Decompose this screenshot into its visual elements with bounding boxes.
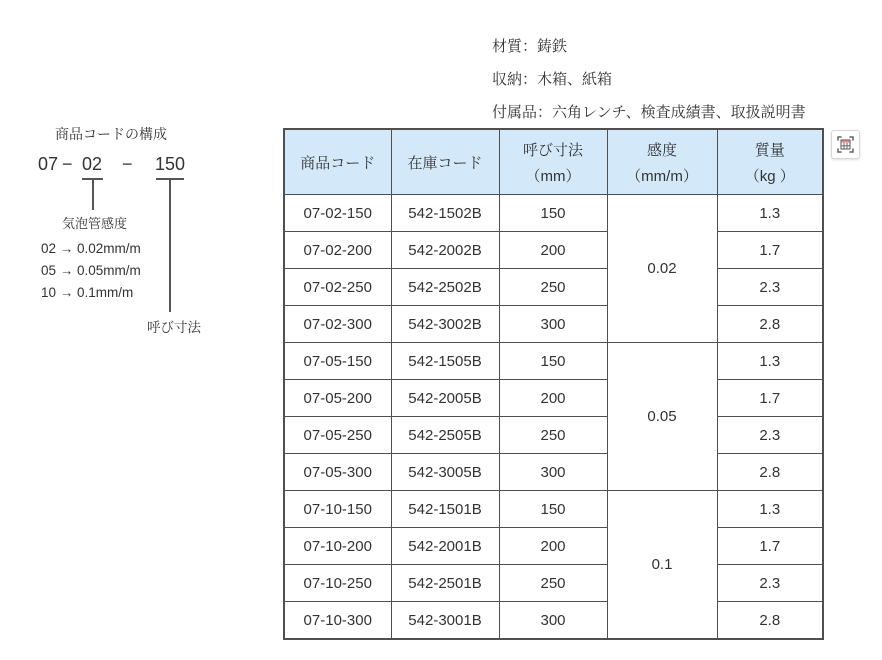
table-row bbox=[284, 602, 823, 640]
table-row bbox=[284, 380, 823, 417]
code-diagram-connector-line bbox=[169, 178, 171, 312]
mass-cell: 1.3 bbox=[717, 343, 823, 380]
product-code-cell: 07-05-250 bbox=[284, 417, 391, 454]
table-row bbox=[284, 491, 823, 528]
sensitivity-label: 気泡管感度 bbox=[62, 216, 128, 231]
stock-code-cell: 542-1502B bbox=[391, 195, 499, 232]
mass-cell: 1.3 bbox=[717, 195, 823, 232]
info-line: 収納：木箱、紙箱 bbox=[492, 71, 613, 88]
nominal-size-cell: 150 bbox=[499, 343, 607, 380]
stock-code-cell: 542-1501B bbox=[391, 491, 499, 528]
spec-table-body bbox=[284, 195, 823, 640]
stock-code-cell: 542-2501B bbox=[391, 565, 499, 602]
mass-cell: 1.7 bbox=[717, 232, 823, 269]
stock-code-cell: 542-2001B bbox=[391, 528, 499, 565]
mass-cell: 1.7 bbox=[717, 528, 823, 565]
sensitivity-cell: 0.05 bbox=[607, 343, 717, 491]
nominal-size-cell: 150 bbox=[499, 195, 607, 232]
column-header bbox=[499, 129, 607, 195]
stock-code-cell: 542-3005B bbox=[391, 454, 499, 491]
code-diagram-connector-line bbox=[92, 178, 94, 210]
code-part: 150 bbox=[155, 154, 186, 174]
product-code-cell: 07-10-150 bbox=[284, 491, 391, 528]
table-row bbox=[284, 306, 823, 343]
table-row bbox=[284, 454, 823, 491]
mass-cell: 2.8 bbox=[717, 454, 823, 491]
nominal-size-cell: 150 bbox=[499, 491, 607, 528]
sensitivity-mapping-line: 02 → 0.02mm/m bbox=[41, 241, 141, 256]
spec-table bbox=[283, 128, 824, 640]
nominal-size-cell: 200 bbox=[499, 528, 607, 565]
code-diagram-title: 商品コードの構成 bbox=[55, 126, 167, 142]
sensitivity-mappings bbox=[41, 238, 141, 304]
stock-code-cell: 542-1505B bbox=[391, 343, 499, 380]
product-code-cell: 07-02-300 bbox=[284, 306, 391, 343]
table-row bbox=[284, 565, 823, 602]
column-header bbox=[391, 129, 499, 195]
expand-table-button[interactable] bbox=[831, 130, 860, 159]
product-code-cell: 07-05-300 bbox=[284, 454, 391, 491]
product-code-cell: 07-02-150 bbox=[284, 195, 391, 232]
nominal-size-cell: 300 bbox=[499, 306, 607, 343]
mass-cell: 2.3 bbox=[717, 565, 823, 602]
column-header-title: 感度 bbox=[646, 141, 677, 159]
stock-code-cell: 542-2005B bbox=[391, 380, 499, 417]
product-code-cell: 07-10-250 bbox=[284, 565, 391, 602]
table-row bbox=[284, 232, 823, 269]
nominal-size-cell: 250 bbox=[499, 417, 607, 454]
product-code-cell: 07-10-200 bbox=[284, 528, 391, 565]
nominal-size-cell: 250 bbox=[499, 565, 607, 602]
product-code-cell: 07-05-150 bbox=[284, 343, 391, 380]
column-header-title: 商品コード bbox=[300, 154, 376, 172]
table-row bbox=[284, 528, 823, 565]
mass-cell: 1.3 bbox=[717, 491, 823, 528]
table-row bbox=[284, 417, 823, 454]
column-header-unit: （kg ） bbox=[744, 167, 795, 185]
code-part: 02 bbox=[82, 154, 103, 174]
column-header bbox=[284, 129, 391, 195]
nominal-size-cell: 200 bbox=[499, 380, 607, 417]
table-expand-icon bbox=[836, 135, 855, 154]
code-part: − bbox=[62, 154, 73, 174]
stock-code-cell: 542-3002B bbox=[391, 306, 499, 343]
stock-code-cell: 542-2505B bbox=[391, 417, 499, 454]
column-header-unit: （mm/m） bbox=[626, 167, 698, 185]
column-header-title: 呼び寸法 bbox=[522, 141, 583, 159]
product-code-cell: 07-10-300 bbox=[284, 602, 391, 640]
info-line: 材質：鋳鉄 bbox=[492, 38, 568, 55]
stock-code-cell: 542-2502B bbox=[391, 269, 499, 306]
nominal-size-cell: 300 bbox=[499, 454, 607, 491]
table-row bbox=[284, 343, 823, 380]
code-part: − bbox=[122, 154, 133, 174]
mass-cell: 2.3 bbox=[717, 269, 823, 306]
nominal-size-cell: 200 bbox=[499, 232, 607, 269]
column-header-title: 在庫コード bbox=[407, 154, 483, 172]
sensitivity-cell: 0.02 bbox=[607, 195, 717, 343]
table-row bbox=[284, 269, 823, 306]
nominal-size-cell: 300 bbox=[499, 602, 607, 640]
stock-code-cell: 542-2002B bbox=[391, 232, 499, 269]
mass-cell: 2.8 bbox=[717, 602, 823, 640]
product-code-cell: 07-02-200 bbox=[284, 232, 391, 269]
column-header-unit: （mm） bbox=[525, 167, 581, 185]
sensitivity-mapping-line: 05 → 0.05mm/m bbox=[41, 263, 141, 278]
column-header bbox=[607, 129, 717, 195]
code-part: 07 bbox=[38, 154, 59, 174]
product-code-cell: 07-02-250 bbox=[284, 269, 391, 306]
spec-table-header-row bbox=[284, 129, 823, 195]
info-line: 付属品：六角レンチ、検査成績書、取扱説明書 bbox=[492, 104, 806, 121]
column-header-title: 質量 bbox=[754, 141, 785, 159]
table-row bbox=[284, 195, 823, 232]
product-info-block bbox=[492, 30, 806, 129]
mass-cell: 2.3 bbox=[717, 417, 823, 454]
stock-code-cell: 542-3001B bbox=[391, 602, 499, 640]
nominal-size-label: 呼び寸法 bbox=[147, 320, 201, 335]
sensitivity-cell: 0.1 bbox=[607, 491, 717, 640]
sensitivity-mapping-line: 10 → 0.1mm/m bbox=[41, 285, 134, 300]
mass-cell: 2.8 bbox=[717, 306, 823, 343]
column-header bbox=[717, 129, 823, 195]
product-code-cell: 07-05-200 bbox=[284, 380, 391, 417]
mass-cell: 1.7 bbox=[717, 380, 823, 417]
nominal-size-cell: 250 bbox=[499, 269, 607, 306]
